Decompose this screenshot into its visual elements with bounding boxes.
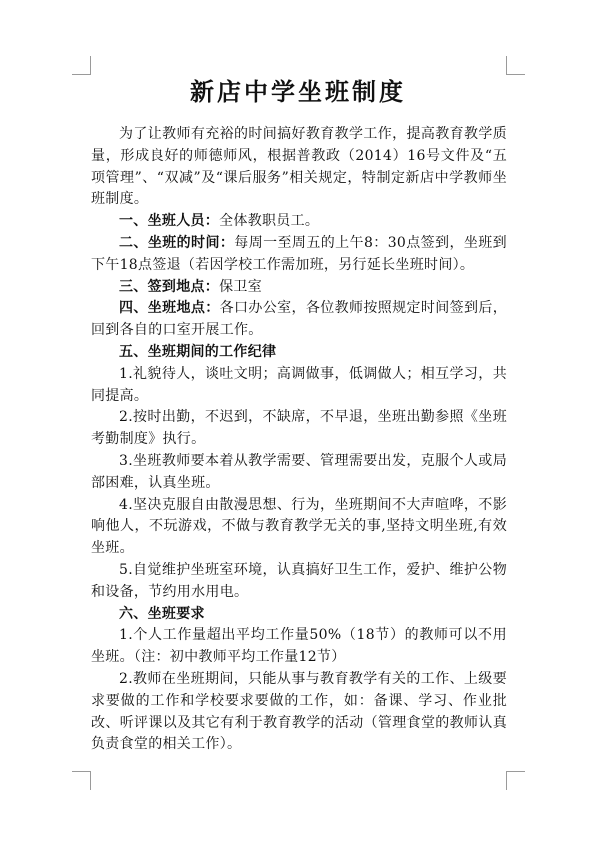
section-time bbox=[91, 233, 507, 277]
section-signin-location bbox=[91, 277, 507, 299]
discipline-item: 5.自觉维护坐班室环境，认真搞好卫生工作，爱护、维护公物和设备，节约用水用电。 bbox=[91, 561, 507, 600]
discipline-item: 1.礼貌待人，谈吐文明；高调做事，低调做人；相互学习，共同提高。 bbox=[91, 365, 507, 404]
section-text: 各口办公室，各位教师按照规定时间签到后，回到各自的口室开展工作。 bbox=[91, 300, 507, 339]
section-staff bbox=[91, 211, 507, 233]
crop-mark-bottom-right bbox=[506, 771, 525, 790]
section-heading: 二、坐班的时间： bbox=[119, 234, 235, 251]
section-text: 每周一至周五的上午8：30点签到，坐班到下午18点签退（若因学校工作需加班，另行延长坐班时间）。 bbox=[91, 234, 507, 273]
crop-mark-bottom-left bbox=[72, 771, 91, 790]
section-heading: 四、坐班地点： bbox=[119, 300, 220, 317]
intro-paragraph: 为了让教师有充裕的时间搞好教育教学工作，提高教育教学质量，形成良好的师德师风，根据普教政（2014）16号文件及“五项管理”、“双减”及“课后服务”相关规定，特制定新店中学教师坐班制度。 bbox=[91, 126, 507, 208]
section-heading: 三、签到地点： bbox=[119, 278, 220, 295]
requirement-item: 2.教师在坐班期间，只能从事与教育教学有关的工作、上级要求要做的工作和学校要求要做的工作，如：备课、学习、作业批改、听评课以及其它有利于教育教学的活动（管理食堂的教师认真负责食堂的相关工作）。 bbox=[91, 670, 507, 753]
document-body bbox=[91, 124, 507, 756]
section-requirements-heading: 六、坐班要求 bbox=[119, 605, 205, 622]
section-discipline-heading: 五、坐班期间的工作纪律 bbox=[119, 343, 277, 360]
section-heading: 一、坐班人员： bbox=[119, 213, 220, 230]
section-office-location bbox=[91, 298, 507, 342]
discipline-item: 4.坚决克服自由散漫思想、行为，坐班期间不大声喧哗，不影响他人，不玩游戏，不做与教育教学无关的事,坚持文明坐班,有效坐班。 bbox=[91, 496, 507, 557]
section-text: 保卫室 bbox=[219, 278, 263, 295]
section-text: 全体教职员工。 bbox=[219, 213, 320, 230]
discipline-item: 2.按时出勤，不迟到，不缺席，不早退，坐班出勤参照《坐班考勤制度》执行。 bbox=[91, 409, 507, 448]
discipline-item: 3.坐班教师要本着从教学需要、管理需要出发，克服个人或局部困难，认真坐班。 bbox=[91, 452, 507, 491]
page-title: 新店中学坐班制度 bbox=[190, 77, 406, 106]
requirement-item: 1.个人工作量超出平均工作量50%（18节）的教师可以不用坐班。（注：初中教师平均工作量12节） bbox=[91, 627, 507, 666]
